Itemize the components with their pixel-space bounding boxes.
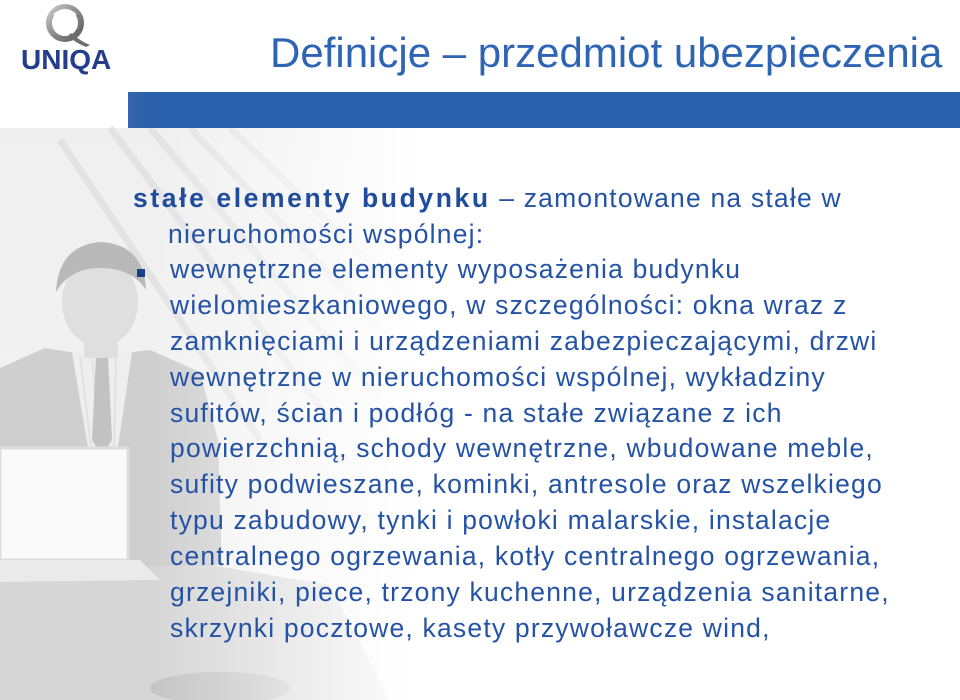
uniqa-emblem-icon [40,1,92,49]
bullet-square-icon [137,269,145,277]
heading-description: – zamontowane na stałe w [499,183,842,213]
bullet-line: wielomieszkaniowego, w szczególności: okna wraz z [170,289,848,320]
logo-text: UNIQA [21,44,112,75]
title-bar [128,92,960,128]
bullet-line: sufity podwieszane, kominki, antresole oraz wszelkiego [170,469,883,500]
bullet-line: zamknięciami i urządzeniami zabezpieczającymi, drzwi [170,325,878,356]
definition-heading [0,180,960,252]
bullet-line: grzejniki, piece, trzony kuchenne, urządzenia sanitarne, [170,577,890,608]
bullet-line: wewnętrzne w nieruchomości wspólnej, wykładziny [170,361,826,392]
heading-line-1 [0,180,960,216]
bullet-line: typu zabudowy, tynki i powłoki malarskie, instalacje [170,505,832,536]
heading-term: stałe elementy budynku [133,183,491,213]
page-title: Definicje – przedmiot ubezpieczenia [270,29,943,76]
bullet-line: sufitów, ścian i podłóg - na stałe związane z ich [170,397,783,428]
bullet-line: powierzchnią, schody wewnętrzne, wbudowane meble, [170,433,874,464]
bullet-line: skrzynki pocztowe, kasety przywoławcze wind, [170,612,771,643]
bullet-line: centralnego ogrzewania, kotły centralnego ogrzewania, [170,541,881,572]
bullet-line: wewnętrzne elementy wyposażenia budynku [170,254,742,284]
heading-line-2: nieruchomości wspólnej: [168,219,485,249]
bullet-item [170,252,950,647]
